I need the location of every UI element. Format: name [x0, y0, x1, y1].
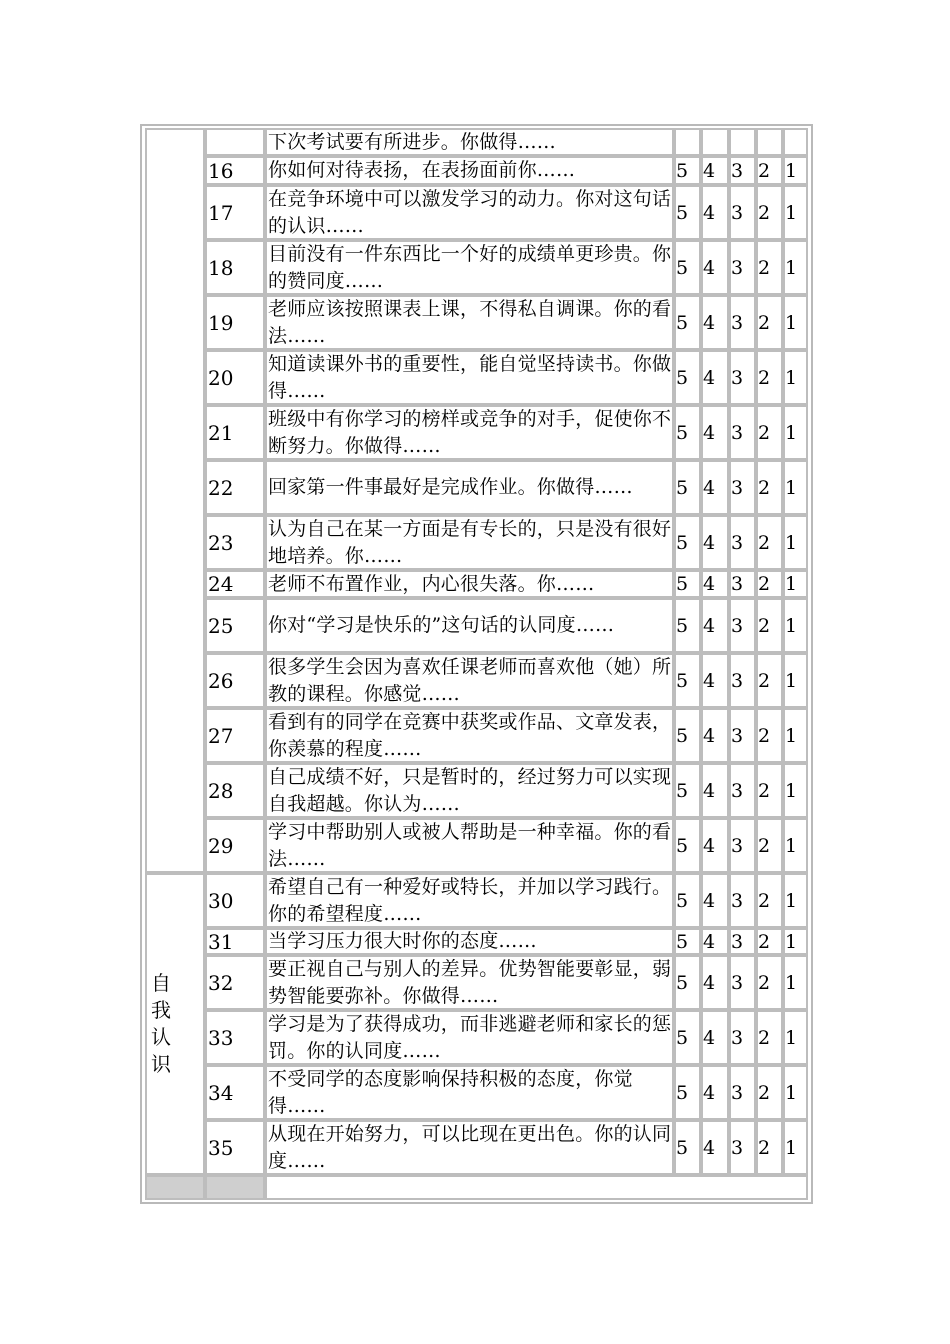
- score-cell: 3: [729, 515, 756, 570]
- question-text-content: 回家第一件事最好是完成作业。你做得……: [268, 476, 633, 498]
- question-text-content: 看到有的同学在竞赛中获奖或作品、文章发表，你羡慕的程度……: [268, 710, 672, 760]
- item-number: 33: [205, 1010, 265, 1065]
- item-number: 19: [205, 295, 265, 350]
- question-text-content: 学习中帮助别人或被人帮助是一种幸福。你的看法……: [268, 820, 672, 870]
- score-cell: 5: [674, 240, 701, 295]
- score-cell: 4: [701, 1120, 729, 1175]
- score-cell: 2: [756, 763, 783, 818]
- question-text: [265, 873, 674, 928]
- score-cell: 5: [674, 570, 701, 598]
- score-cell: 3: [729, 1065, 756, 1120]
- score-cell: 5: [674, 1065, 701, 1120]
- category-cell: [145, 873, 205, 1175]
- score-cell: 3: [729, 928, 756, 955]
- score-cell: 2: [756, 1065, 783, 1120]
- score-cell: 2: [756, 818, 783, 873]
- score-cell: 2: [756, 156, 783, 185]
- score-cell: 2: [756, 1010, 783, 1065]
- item-number: 21: [205, 405, 265, 460]
- item-number: 24: [205, 570, 265, 598]
- question-text-content: 老师不布置作业，内心很失落。你……: [268, 572, 595, 595]
- score-cell: 2: [756, 460, 783, 515]
- question-text: [265, 818, 674, 873]
- score-cell: 2: [756, 1120, 783, 1175]
- question-text-content: 从现在开始努力，可以比现在更出色。你的认同度……: [268, 1122, 672, 1172]
- score-cell: 4: [701, 763, 729, 818]
- item-number: 27: [205, 708, 265, 763]
- score-cell: 2: [756, 598, 783, 653]
- score-cell: [674, 128, 701, 156]
- question-text-content: 你对“学习是快乐的”这句话的认同度……: [268, 614, 615, 636]
- item-number: 25: [205, 598, 265, 653]
- score-cell: 5: [674, 818, 701, 873]
- score-cell: 1: [783, 460, 808, 515]
- question-text: [265, 1065, 674, 1120]
- score-cell: 3: [729, 818, 756, 873]
- score-cell: 4: [701, 653, 729, 708]
- score-cell: 3: [729, 708, 756, 763]
- score-cell: 5: [674, 295, 701, 350]
- question-text: [265, 295, 674, 350]
- score-cell: 3: [729, 873, 756, 928]
- score-cell: 4: [701, 295, 729, 350]
- score-cell: 5: [674, 515, 701, 570]
- score-cell: [783, 128, 808, 156]
- score-cell: 1: [783, 185, 808, 240]
- item-number: 16: [205, 156, 265, 185]
- score-cell: 5: [674, 653, 701, 708]
- score-cell: 2: [756, 185, 783, 240]
- score-cell: 3: [729, 1120, 756, 1175]
- score-cell: 5: [674, 763, 701, 818]
- item-number: 17: [205, 185, 265, 240]
- score-cell: 3: [729, 405, 756, 460]
- item-number: 34: [205, 1065, 265, 1120]
- score-cell: 4: [701, 873, 729, 928]
- score-cell: 5: [674, 928, 701, 955]
- question-text: [265, 185, 674, 240]
- score-cell: 3: [729, 598, 756, 653]
- item-number: 22: [205, 460, 265, 515]
- score-cell: 1: [783, 295, 808, 350]
- category-label: 自我认识: [151, 971, 171, 1076]
- score-cell: 2: [756, 708, 783, 763]
- score-cell: 4: [701, 405, 729, 460]
- footer-cell: [265, 1175, 808, 1200]
- score-cell: 1: [783, 873, 808, 928]
- question-text-content: 希望自己有一种爱好或特长，并加以学习践行。你的希望程度……: [268, 875, 672, 925]
- score-cell: 1: [783, 653, 808, 708]
- question-text-content: 当学习压力很大时你的态度……: [268, 930, 537, 952]
- questionnaire-table: [140, 124, 813, 1204]
- score-cell: 4: [701, 515, 729, 570]
- score-cell: 1: [783, 1120, 808, 1175]
- score-cell: 2: [756, 350, 783, 405]
- question-text: [265, 1010, 674, 1065]
- question-text-content: 目前没有一件东西比一个好的成绩单更珍贵。你的赞同度……: [268, 242, 672, 292]
- score-cell: 3: [729, 570, 756, 598]
- question-text: [265, 570, 674, 598]
- score-cell: 4: [701, 708, 729, 763]
- score-cell: 5: [674, 185, 701, 240]
- item-number: 20: [205, 350, 265, 405]
- question-text: [265, 653, 674, 708]
- score-cell: 4: [701, 350, 729, 405]
- question-text-content: 老师应该按照课表上课，不得私自调课。你的看法……: [268, 297, 672, 347]
- score-cell: 5: [674, 405, 701, 460]
- score-cell: 4: [701, 156, 729, 185]
- score-cell: 2: [756, 873, 783, 928]
- score-cell: 2: [756, 955, 783, 1010]
- score-cell: 5: [674, 1010, 701, 1065]
- item-number: 35: [205, 1120, 265, 1175]
- question-text-content: 下次考试要有所进步。你做得……: [268, 130, 557, 153]
- question-text: [265, 708, 674, 763]
- score-cell: 3: [729, 653, 756, 708]
- score-cell: 1: [783, 955, 808, 1010]
- score-cell: [729, 128, 756, 156]
- score-cell: 1: [783, 708, 808, 763]
- question-text-content: 不受同学的态度影响保持积极的态度，你觉得……: [268, 1067, 633, 1117]
- score-cell: 4: [701, 240, 729, 295]
- item-number: 23: [205, 515, 265, 570]
- score-cell: 1: [783, 818, 808, 873]
- score-cell: 5: [674, 708, 701, 763]
- score-cell: 1: [783, 515, 808, 570]
- item-number: 28: [205, 763, 265, 818]
- score-cell: 2: [756, 570, 783, 598]
- question-text-content: 认为自己在某一方面是有专长的，只是没有很好地培养。你……: [268, 517, 672, 567]
- score-cell: 3: [729, 185, 756, 240]
- score-cell: 4: [701, 570, 729, 598]
- score-cell: 4: [701, 818, 729, 873]
- score-cell: 2: [756, 405, 783, 460]
- score-cell: 2: [756, 653, 783, 708]
- score-cell: 1: [783, 763, 808, 818]
- score-cell: 3: [729, 295, 756, 350]
- score-cell: 1: [783, 240, 808, 295]
- score-cell: 5: [674, 1120, 701, 1175]
- question-text-content: 学习是为了获得成功，而非逃避老师和家长的惩罚。你的认同度……: [268, 1012, 672, 1062]
- question-text: [265, 515, 674, 570]
- question-text: [265, 460, 674, 515]
- score-cell: 4: [701, 598, 729, 653]
- question-text: [265, 156, 674, 185]
- score-cell: 1: [783, 928, 808, 955]
- score-cell: 2: [756, 295, 783, 350]
- score-cell: 4: [701, 1010, 729, 1065]
- score-cell: [756, 128, 783, 156]
- score-cell: 4: [701, 185, 729, 240]
- question-text-content: 在竞争环境中可以激发学习的动力。你对这句话的认识……: [268, 187, 672, 237]
- score-cell: 4: [701, 928, 729, 955]
- score-cell: 3: [729, 350, 756, 405]
- item-number: 29: [205, 818, 265, 873]
- question-text: [265, 928, 674, 955]
- score-cell: 4: [701, 460, 729, 515]
- score-cell: 2: [756, 928, 783, 955]
- score-cell: 1: [783, 598, 808, 653]
- item-number: 31: [205, 928, 265, 955]
- score-cell: 5: [674, 460, 701, 515]
- score-cell: 3: [729, 240, 756, 295]
- item-number: 26: [205, 653, 265, 708]
- score-cell: [701, 128, 729, 156]
- score-cell: 5: [674, 955, 701, 1010]
- score-cell: 1: [783, 1010, 808, 1065]
- item-number: 18: [205, 240, 265, 295]
- question-text-content: 知道读课外书的重要性，能自觉坚持读书。你做得……: [268, 352, 672, 402]
- score-cell: 1: [783, 350, 808, 405]
- score-cell: 5: [674, 873, 701, 928]
- score-cell: 4: [701, 955, 729, 1010]
- footer-cell-gray: [205, 1175, 265, 1200]
- question-text: [265, 763, 674, 818]
- score-cell: 1: [783, 1065, 808, 1120]
- score-cell: 3: [729, 955, 756, 1010]
- score-cell: 5: [674, 156, 701, 185]
- item-number: [205, 128, 265, 156]
- category-cell-upper: [145, 128, 205, 873]
- question-text-content: 你如何对待表扬，在表扬面前你……: [268, 159, 576, 181]
- footer-cell-gray: [145, 1175, 205, 1200]
- question-text: [265, 128, 674, 156]
- score-cell: 3: [729, 1010, 756, 1065]
- question-text: [265, 1120, 674, 1175]
- question-text: [265, 350, 674, 405]
- score-cell: 1: [783, 156, 808, 185]
- item-number: 30: [205, 873, 265, 928]
- score-cell: 1: [783, 570, 808, 598]
- question-text: [265, 955, 674, 1010]
- score-cell: 3: [729, 763, 756, 818]
- question-text: [265, 598, 674, 653]
- score-cell: 5: [674, 598, 701, 653]
- question-text-content: 自己成绩不好，只是暂时的，经过努力可以实现自我超越。你认为……: [268, 765, 672, 815]
- score-cell: 4: [701, 1065, 729, 1120]
- score-cell: 2: [756, 515, 783, 570]
- item-number: 32: [205, 955, 265, 1010]
- question-text-content: 班级中有你学习的榜样或竞争的对手，促使你不断努力。你做得……: [268, 407, 672, 457]
- score-cell: 5: [674, 350, 701, 405]
- score-cell: 2: [756, 240, 783, 295]
- score-cell: 1: [783, 405, 808, 460]
- question-text-content: 很多学生会因为喜欢任课老师而喜欢他（她）所教的课程。你感觉……: [268, 655, 672, 705]
- question-text-content: 要正视自己与别人的差异。优势智能要彰显，弱势智能要弥补。你做得……: [268, 957, 672, 1007]
- score-cell: 3: [729, 156, 756, 185]
- score-cell: 3: [729, 460, 756, 515]
- question-text: [265, 405, 674, 460]
- question-text: [265, 240, 674, 295]
